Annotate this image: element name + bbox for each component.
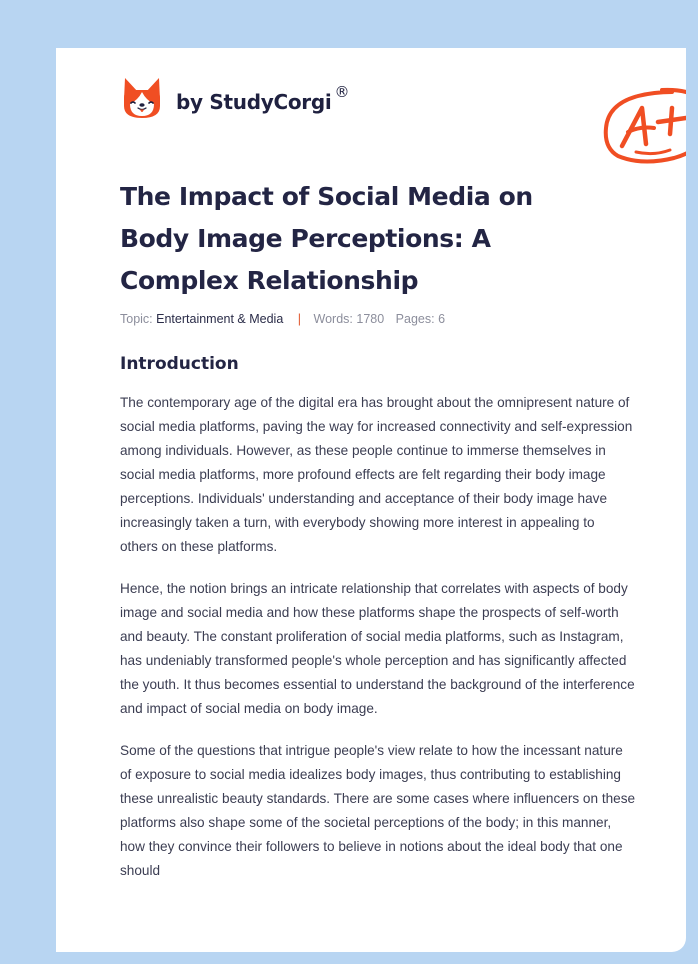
section-body [120,391,636,901]
topic-label: Topic: [120,312,153,326]
paragraph: Some of the questions that intrigue people's view relate to how the incessant nature of exposure to social media idealizes body images, thus contributing to establishing these unrealistic beauty standards. There are some cases where influencers on these platforms also shape some of the societal perceptions of the body; in this manner, how they convince their followers to believe in notions about the ideal body that one should [120,743,636,878]
document-meta [120,312,445,326]
topic-link[interactable]: Entertainment & Media [156,312,284,326]
brand-name: by StudyCorgi [176,90,332,114]
registered-mark: ® [334,83,350,101]
pages-count: 6 [438,312,446,326]
corgi-icon [122,76,162,120]
paragraph: Hence, the notion brings an intricate relationship that correlates with aspects of body image and social media and how these platforms shape the prospects of self-worth and beauty. The constant proliferation of social media platforms, such as Instagram, has undeniably transformed people's whole perception and has significantly affected the youth. It thus becomes essential to understand the background of the interference and impact of social media on body image. [120,581,635,716]
words-label: Words: [313,312,353,326]
studycorgi-logo[interactable] [122,76,349,120]
document-title: The Impact of Social Media on Body Image Perceptions: A Complex Relationship [120,182,533,295]
header [120,76,650,146]
document-card [56,48,686,952]
section-heading-introduction: Introduction [120,354,239,374]
meta-separator: | [297,312,302,326]
a-plus-grade-icon [602,86,686,168]
pages-label: Pages: [395,312,435,326]
paragraph: The contemporary age of the digital era has brought about the omnipresent nature of social media platforms, paving the way for increased connectivity and self-expression among individuals. However, as these people continue to immerse themselves in social media platforms, more profound effects are felt regarding their body image perceptions. Individuals' understanding and acceptance of their body image have increasingly taken a turn, with everybody showing more interest in appealing to others on these platforms. [120,395,633,554]
words-count: 1780 [356,312,385,326]
